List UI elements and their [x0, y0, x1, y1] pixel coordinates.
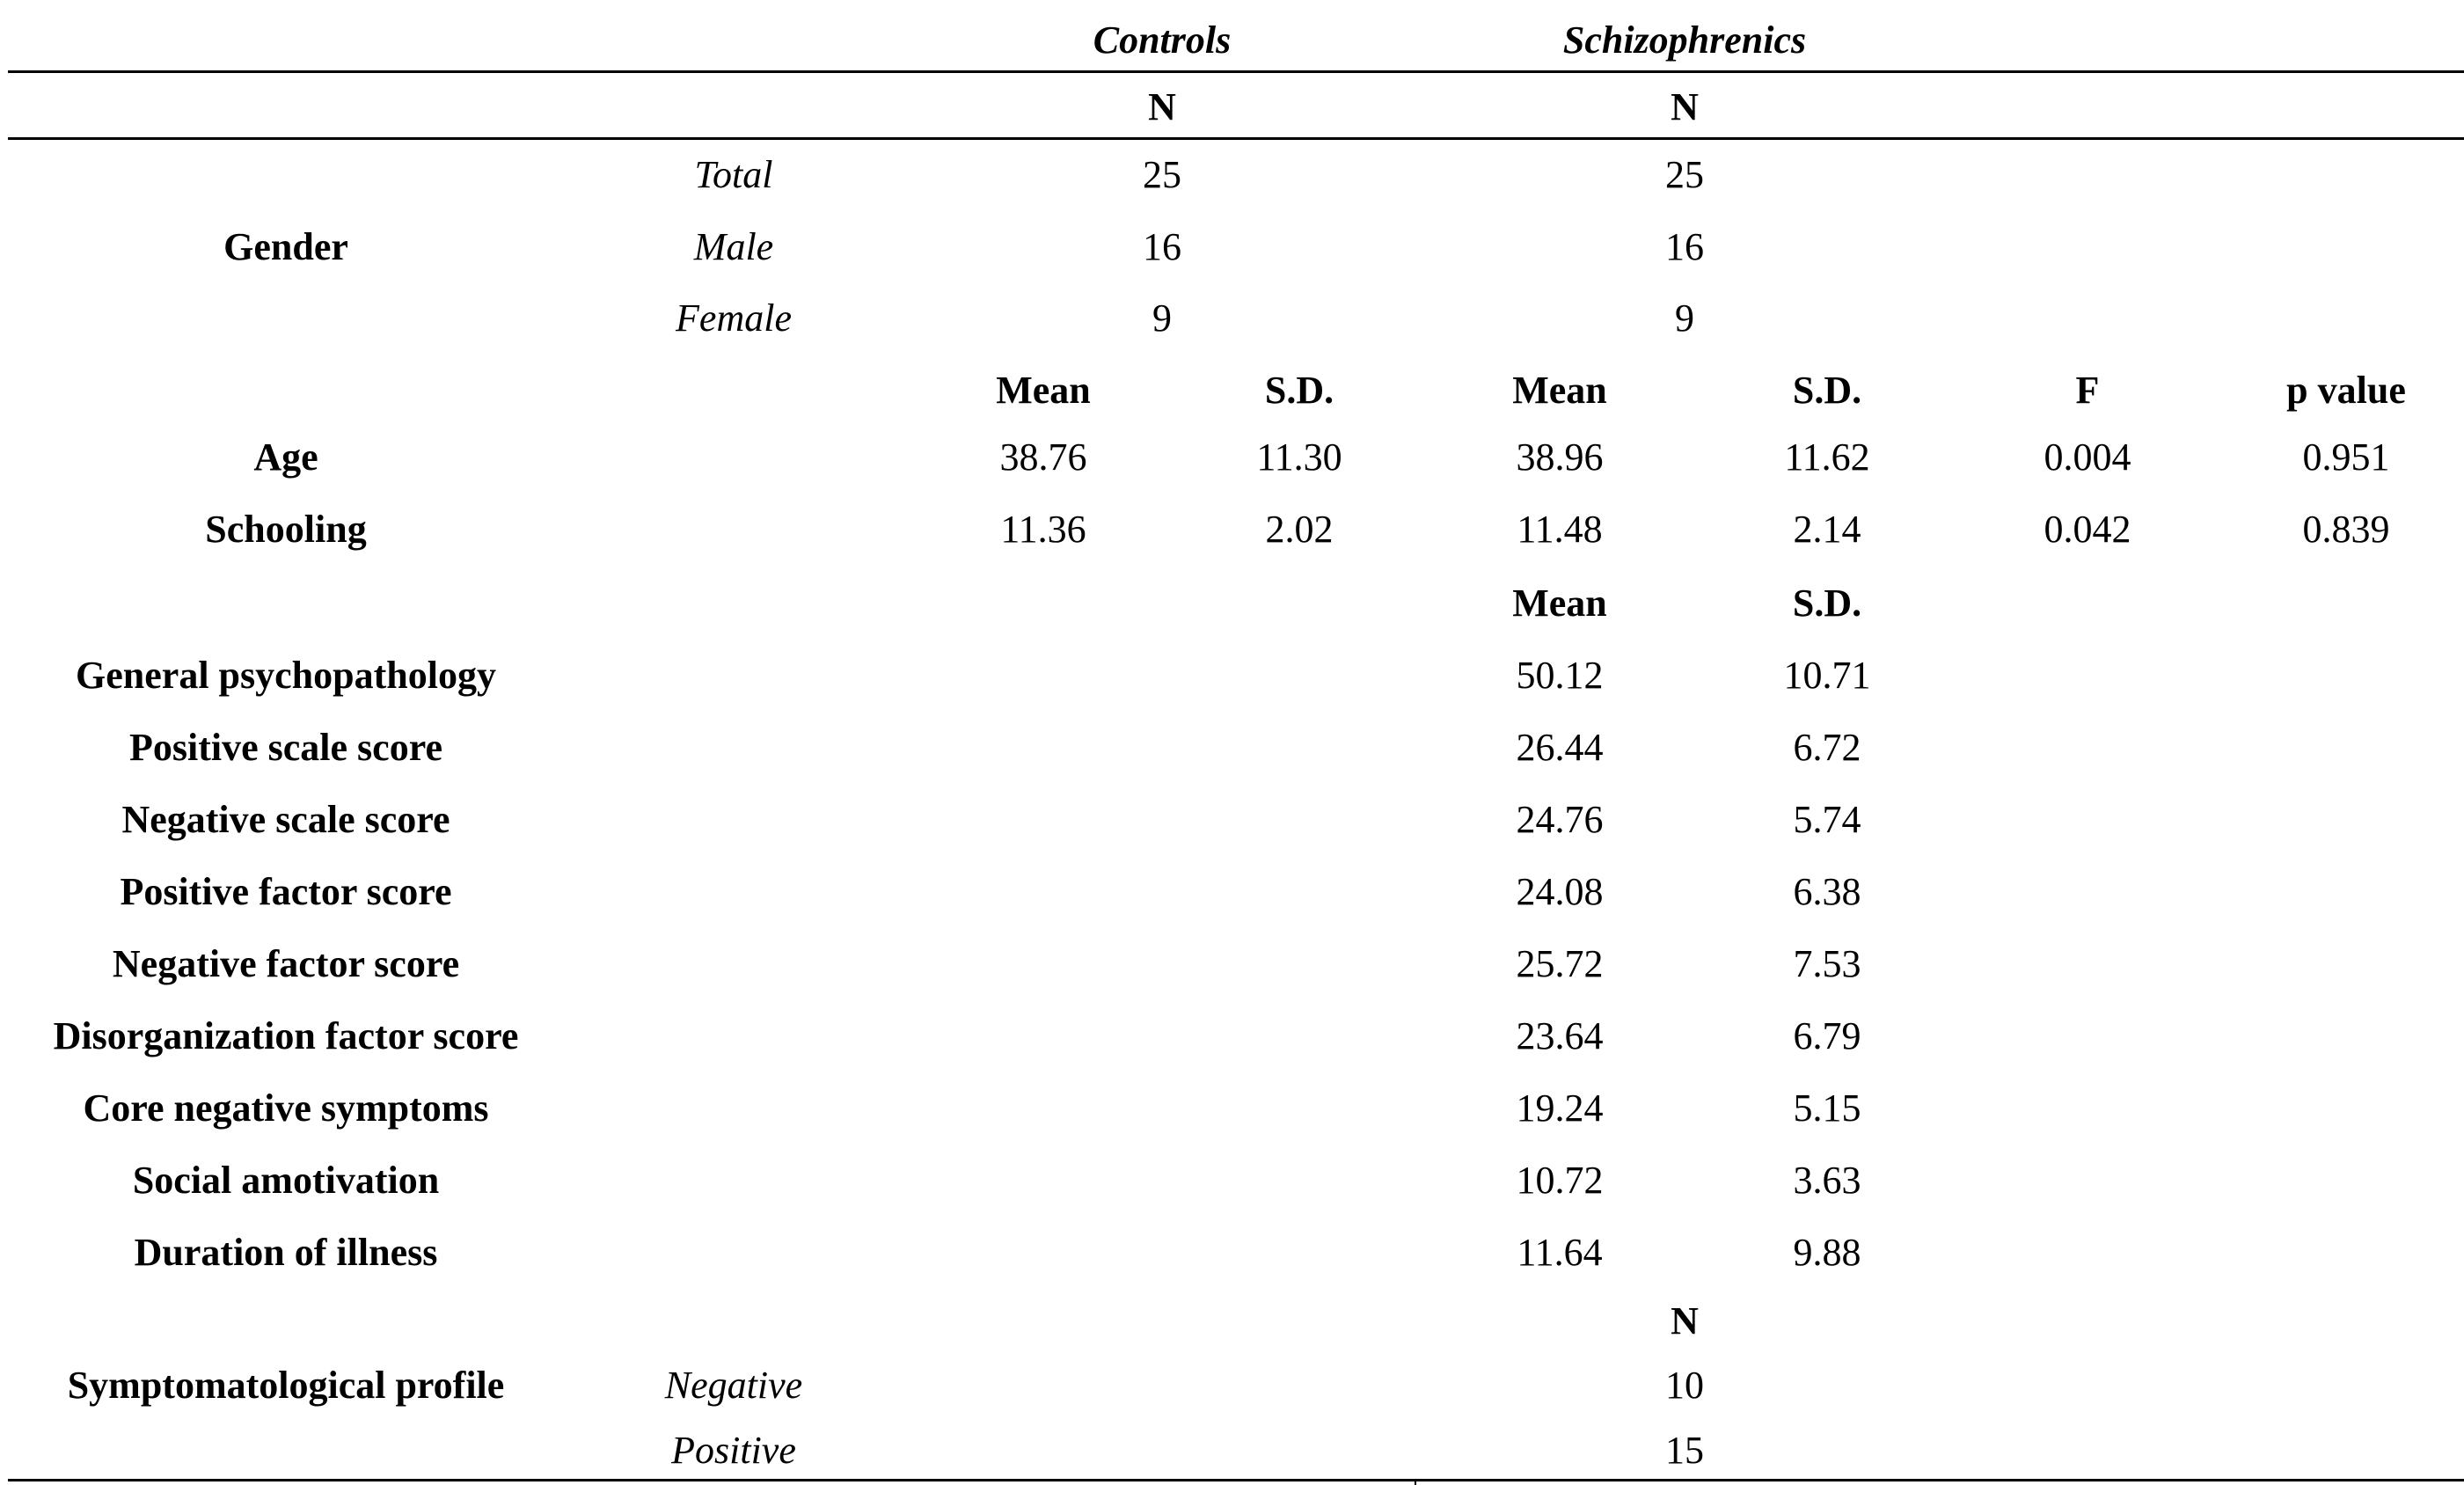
clinical-row-label: Negative scale score: [121, 798, 450, 841]
rule-top: [8, 70, 2464, 73]
clinical-row-label: Positive factor score: [120, 870, 452, 913]
clinical-header-mean: Mean: [1512, 582, 1607, 625]
stats-header-p-value: p value: [2286, 369, 2406, 412]
profile-label: Symptomatological profile: [67, 1364, 505, 1407]
age-schizophrenics-sd: 11.62: [1784, 435, 1870, 479]
gender-total-controls: 25: [1143, 153, 1181, 196]
clinical-row-label: Disorganization factor score: [53, 1014, 519, 1057]
schooling-controls-mean: 11.36: [1000, 508, 1086, 551]
gender-male-controls: 16: [1143, 225, 1181, 268]
clinical-row-label: General psychopathology: [76, 654, 496, 697]
schooling-controls-sd: 2.02: [1265, 508, 1334, 551]
profile-n-header: N: [1671, 1299, 1699, 1342]
stats-header-controls-sd: S.D.: [1264, 369, 1334, 412]
age-label: Age: [253, 435, 318, 479]
clinical-row-sd: 6.72: [1793, 726, 1861, 769]
clinical-header-sd: S.D.: [1792, 582, 1862, 625]
rule-tick: [1415, 1480, 1416, 1485]
age-controls-sd: 11.30: [1256, 435, 1342, 479]
schooling-schizophrenics-mean: 11.48: [1517, 508, 1603, 551]
gender-total-label: Total: [694, 153, 773, 196]
gender-male-label: Male: [693, 225, 774, 268]
gender-female-label: Female: [676, 296, 792, 340]
clinical-row-mean: 10.72: [1516, 1159, 1604, 1202]
gender-female-schizophrenics: 9: [1675, 296, 1694, 340]
gender-total-schizophrenics: 25: [1665, 153, 1704, 196]
clinical-row-sd: 6.79: [1793, 1014, 1861, 1057]
gender-male-schizophrenics: 16: [1665, 225, 1704, 268]
profile-positive-label: Positive: [671, 1429, 796, 1472]
clinical-row-label: Social amotivation: [132, 1159, 440, 1202]
clinical-row-mean: 25.72: [1516, 942, 1604, 985]
stats-header-controls-mean: Mean: [996, 369, 1091, 412]
clinical-row-mean: 11.64: [1517, 1231, 1603, 1274]
age-schizophrenics-mean: 38.96: [1516, 435, 1604, 479]
age-p-value: 0.951: [2302, 435, 2390, 479]
clinical-row-label: Positive scale score: [129, 726, 442, 769]
gender-label: Gender: [223, 225, 348, 268]
clinical-row-label: Negative factor score: [112, 942, 460, 985]
clinical-row-sd: 5.74: [1793, 798, 1861, 841]
gender-female-controls: 9: [1152, 296, 1172, 340]
clinical-row-sd: 5.15: [1793, 1086, 1861, 1130]
rule-header: [8, 137, 2464, 140]
profile-positive-n: 15: [1665, 1429, 1704, 1472]
rule-bottom: [8, 1479, 2464, 1481]
stats-header-f: F: [2075, 369, 2100, 412]
clinical-row-sd: 10.71: [1783, 654, 1871, 697]
schooling-schizophrenics-sd: 2.14: [1793, 508, 1861, 551]
clinical-row-sd: 6.38: [1793, 870, 1861, 913]
profile-negative-n: 10: [1665, 1364, 1704, 1407]
clinical-row-label: Core negative symptoms: [83, 1086, 489, 1130]
clinical-row-mean: 24.76: [1516, 798, 1604, 841]
age-controls-mean: 38.76: [999, 435, 1087, 479]
clinical-row-sd: 3.63: [1793, 1159, 1861, 1202]
schooling-p-value: 0.839: [2302, 508, 2390, 551]
schooling-label: Schooling: [205, 508, 367, 551]
header-n-schizophrenics: N: [1671, 85, 1699, 128]
header-n-controls: N: [1148, 85, 1176, 128]
age-f: 0.004: [2044, 435, 2131, 479]
schooling-f: 0.042: [2044, 508, 2131, 551]
clinical-row-mean: 26.44: [1516, 726, 1604, 769]
clinical-row-mean: 23.64: [1516, 1014, 1604, 1057]
clinical-row-sd: 9.88: [1793, 1231, 1861, 1274]
header-schizophrenics: Schizophrenics: [1562, 18, 1807, 62]
stats-header-schizophrenics-mean: Mean: [1512, 369, 1607, 412]
clinical-row-sd: 7.53: [1793, 942, 1861, 985]
clinical-row-mean: 24.08: [1516, 870, 1604, 913]
stats-header-schizophrenics-sd: S.D.: [1792, 369, 1862, 412]
header-controls: Controls: [1093, 18, 1232, 62]
profile-negative-label: Negative: [664, 1364, 803, 1407]
clinical-row-mean: 19.24: [1516, 1086, 1604, 1130]
clinical-row-mean: 50.12: [1516, 654, 1604, 697]
clinical-row-label: Duration of illness: [134, 1231, 438, 1274]
